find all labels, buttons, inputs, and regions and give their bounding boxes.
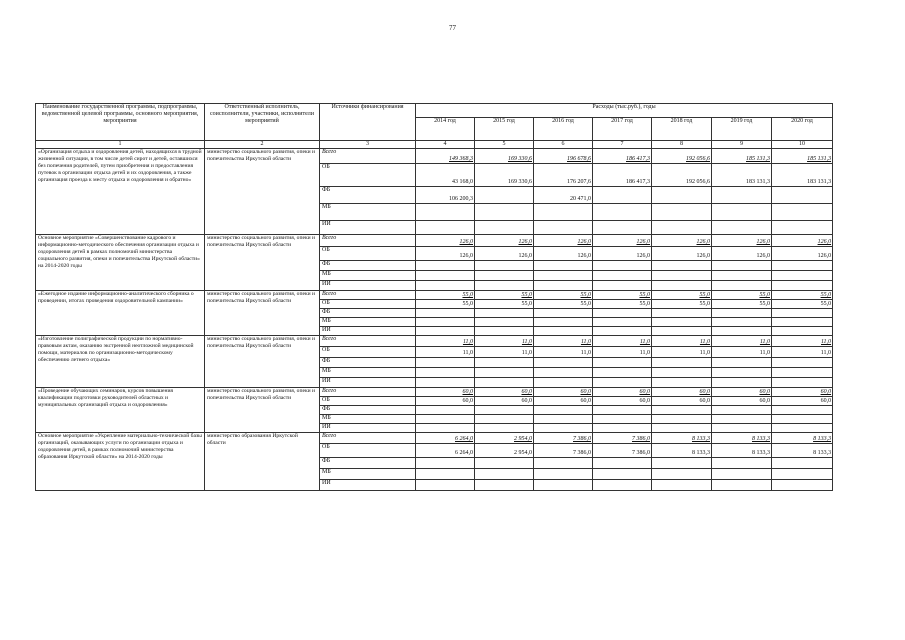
- amount-cell: 126,0: [712, 247, 772, 261]
- funding-source-cell: ФБ: [320, 309, 416, 318]
- program-section: [36, 336, 833, 388]
- amount-cell: [772, 309, 833, 318]
- amount-cell: 8 133,3: [652, 433, 712, 444]
- amount-cell: [712, 424, 772, 433]
- amount-cell: [475, 406, 534, 415]
- amount-cell: 126,0: [652, 235, 712, 247]
- funding-source-cell: ОБ: [320, 347, 416, 358]
- amount-cell: [534, 378, 593, 388]
- column-number: 5: [475, 141, 534, 149]
- amount-cell: 60,0: [712, 388, 772, 397]
- column-number: 9: [712, 141, 772, 149]
- amount-cell: [416, 261, 475, 271]
- amount-cell: [652, 458, 712, 469]
- amount-cell: [593, 318, 652, 327]
- amount-cell: 185 131,3: [712, 149, 772, 164]
- amount-cell: [712, 221, 772, 235]
- amount-cell: 55,0: [416, 300, 475, 309]
- amount-cell: 55,0: [772, 300, 833, 309]
- amount-cell: 11,0: [712, 347, 772, 358]
- amount-cell: [475, 368, 534, 378]
- amount-cell: [534, 281, 593, 291]
- amount-cell: 192 056,6: [652, 164, 712, 187]
- amount-cell: [475, 424, 534, 433]
- executor-cell: министерство социального развития, опеки и попечительства Иркутской области: [205, 388, 320, 433]
- amount-cell: 176 207,6: [534, 164, 593, 187]
- amount-cell: 185 131,3: [772, 149, 833, 164]
- amount-cell: [475, 327, 534, 336]
- amount-cell: 60,0: [416, 388, 475, 397]
- amount-cell: [593, 378, 652, 388]
- funding-source-cell: ОБ: [320, 247, 416, 261]
- amount-cell: [593, 480, 652, 491]
- amount-cell: 126,0: [534, 235, 593, 247]
- amount-cell: [534, 204, 593, 221]
- amount-cell: [534, 318, 593, 327]
- amount-cell: [652, 281, 712, 291]
- funding-source-cell: Всего: [320, 388, 416, 397]
- amount-cell: 11,0: [534, 347, 593, 358]
- amount-cell: 55,0: [652, 300, 712, 309]
- program-section: [36, 235, 833, 291]
- amount-cell: [712, 469, 772, 480]
- amount-cell: 55,0: [534, 300, 593, 309]
- amount-cell: 11,0: [772, 336, 833, 347]
- amount-cell: [712, 318, 772, 327]
- amount-cell: 7 386,0: [534, 433, 593, 444]
- amount-cell: [475, 187, 534, 204]
- amount-cell: 192 056,6: [652, 149, 712, 164]
- amount-cell: [712, 406, 772, 415]
- executor-cell: министерство образования Иркутской области: [205, 433, 320, 491]
- amount-cell: 11,0: [534, 336, 593, 347]
- header-executor: Ответственный исполнитель, соисполнители, участники, исполнители мероприятий: [205, 104, 320, 141]
- program-section: [36, 291, 833, 336]
- amount-cell: [534, 424, 593, 433]
- amount-cell: 186 417,3: [593, 149, 652, 164]
- table-row: [36, 433, 833, 444]
- amount-cell: [593, 368, 652, 378]
- amount-cell: [475, 271, 534, 281]
- program-name-cell: Основное мероприятие «Укрепление материально-технической базы организаций, оказывающих услуги по организации отдыха и оздоровления детей, в рамках полномочий министерства образования Иркутской области» на 2014-2020 годы: [36, 433, 205, 491]
- amount-cell: 8 133,3: [712, 444, 772, 458]
- funding-source-cell: Всего: [320, 433, 416, 444]
- amount-cell: 55,0: [475, 291, 534, 300]
- amount-cell: 8 133,3: [652, 444, 712, 458]
- column-number: 6: [534, 141, 593, 149]
- amount-cell: [416, 281, 475, 291]
- amount-cell: [772, 480, 833, 491]
- funding-source-cell: ОБ: [320, 444, 416, 458]
- amount-cell: [772, 406, 833, 415]
- amount-cell: 196 678,6: [534, 149, 593, 164]
- program-section: [36, 433, 833, 491]
- program-name-cell: Основное мероприятие «Совершенствование кадрового и информационно-методического обеспечения организации отдыха и оздоровления детей в рамках полномочий министерства социального развития, опеки и попечительства Иркутской области» на 2014-2020 годы: [36, 235, 205, 291]
- amount-cell: [772, 469, 833, 480]
- program-name-cell: «Изготовление полиграфической продукции по нормативно-правовым актам, оказанию экстренной неотложной медицинской помощи, материалов по организационно-методическому обеспечению летнего отдыха»: [36, 336, 205, 388]
- program-name-cell: «Ежегодное издание информационно-аналитического сборника о проведении, итогах проведения оздоровительной кампании»: [36, 291, 205, 336]
- amount-cell: [416, 406, 475, 415]
- funding-source-cell: ФБ: [320, 358, 416, 368]
- amount-cell: [534, 261, 593, 271]
- amount-cell: [416, 358, 475, 368]
- amount-cell: [416, 368, 475, 378]
- amount-cell: [712, 309, 772, 318]
- amount-cell: [534, 458, 593, 469]
- amount-cell: 55,0: [593, 291, 652, 300]
- amount-cell: 183 131,3: [772, 164, 833, 187]
- amount-cell: [652, 358, 712, 368]
- amount-cell: 60,0: [772, 388, 833, 397]
- amount-cell: [593, 327, 652, 336]
- amount-cell: [712, 368, 772, 378]
- funding-source-cell: Всего: [320, 235, 416, 247]
- header-sources: Источники финансирования: [320, 104, 416, 141]
- amount-cell: 60,0: [652, 397, 712, 406]
- amount-cell: 7 386,0: [534, 444, 593, 458]
- executor-cell: министерство социального развития, опеки и попечительства Иркутской области: [205, 235, 320, 291]
- amount-cell: [475, 480, 534, 491]
- amount-cell: [416, 378, 475, 388]
- funding-source-cell: ФБ: [320, 406, 416, 415]
- amount-cell: [475, 221, 534, 235]
- amount-cell: [593, 271, 652, 281]
- amount-cell: 55,0: [534, 291, 593, 300]
- table-row: [36, 235, 833, 247]
- amount-cell: [772, 261, 833, 271]
- amount-cell: [534, 327, 593, 336]
- amount-cell: [593, 424, 652, 433]
- funding-source-cell: МБ: [320, 368, 416, 378]
- amount-cell: [534, 309, 593, 318]
- amount-cell: 126,0: [652, 247, 712, 261]
- amount-cell: [712, 480, 772, 491]
- amount-cell: 55,0: [652, 291, 712, 300]
- amount-cell: [593, 281, 652, 291]
- column-number: 1: [36, 141, 205, 149]
- amount-cell: [652, 406, 712, 415]
- amount-cell: 60,0: [772, 397, 833, 406]
- amount-cell: 126,0: [534, 247, 593, 261]
- amount-cell: 60,0: [712, 397, 772, 406]
- program-section: [36, 149, 833, 235]
- header-year: 2015 год: [475, 118, 534, 141]
- amount-cell: 60,0: [593, 388, 652, 397]
- amount-cell: 11,0: [652, 336, 712, 347]
- table-row: [36, 149, 833, 164]
- executor-cell: министерство социального развития, опеки и попечительства Иркутской области: [205, 336, 320, 388]
- amount-cell: [475, 415, 534, 424]
- amount-cell: [475, 318, 534, 327]
- column-number: 10: [772, 141, 833, 149]
- amount-cell: [652, 221, 712, 235]
- funding-source-cell: ОБ: [320, 397, 416, 406]
- amount-cell: [712, 358, 772, 368]
- program-section: [36, 388, 833, 433]
- amount-cell: 11,0: [772, 347, 833, 358]
- table-row: [36, 336, 833, 347]
- amount-cell: [772, 368, 833, 378]
- column-number-row: [36, 141, 833, 149]
- amount-cell: 126,0: [475, 247, 534, 261]
- amount-cell: [652, 327, 712, 336]
- amount-cell: [475, 358, 534, 368]
- amount-cell: 11,0: [475, 336, 534, 347]
- amount-cell: [652, 469, 712, 480]
- amount-cell: [652, 187, 712, 204]
- table-row: [36, 291, 833, 300]
- column-number: 4: [416, 141, 475, 149]
- amount-cell: [416, 271, 475, 281]
- amount-cell: [712, 458, 772, 469]
- amount-cell: 60,0: [475, 397, 534, 406]
- amount-cell: [534, 480, 593, 491]
- header-name: Наименование государственной программы, подпрограммы, ведомственной целевой программы, основного мероприятия, мероприятия: [36, 104, 205, 141]
- header-year: 2016 год: [534, 118, 593, 141]
- amount-cell: 55,0: [475, 300, 534, 309]
- amount-cell: 126,0: [416, 235, 475, 247]
- amount-cell: 126,0: [772, 235, 833, 247]
- amount-cell: 186 417,3: [593, 164, 652, 187]
- amount-cell: [534, 221, 593, 235]
- column-number: 2: [205, 141, 320, 149]
- amount-cell: [652, 318, 712, 327]
- amount-cell: [475, 309, 534, 318]
- amount-cell: 2 954,0: [475, 433, 534, 444]
- amount-cell: [772, 187, 833, 204]
- amount-cell: [652, 261, 712, 271]
- amount-cell: [416, 480, 475, 491]
- executor-cell: министерство социального развития, опеки и попечительства Иркутской области: [205, 149, 320, 235]
- amount-cell: [712, 415, 772, 424]
- funding-source-cell: МБ: [320, 204, 416, 221]
- amount-cell: 55,0: [772, 291, 833, 300]
- amount-cell: 8 133,3: [772, 444, 833, 458]
- amount-cell: [416, 309, 475, 318]
- amount-cell: [475, 261, 534, 271]
- funding-source-cell: ИИ: [320, 480, 416, 491]
- funding-source-cell: ИИ: [320, 221, 416, 235]
- amount-cell: [772, 415, 833, 424]
- amount-cell: [593, 187, 652, 204]
- amount-cell: [416, 221, 475, 235]
- program-name-cell: «Организация отдыха и оздоровления детей, находящихся в трудной жизненной ситуации, в том числе детей сирот и детей, оставшихся без попечения родителей, путем приобретения и предоставления путевок в организации отдыха детей и их оздоровления, а также организация проезда к месту отдыха и оздоровления и обратно»: [36, 149, 205, 235]
- amount-cell: [534, 368, 593, 378]
- amount-cell: [593, 458, 652, 469]
- amount-cell: [772, 318, 833, 327]
- amount-cell: [593, 221, 652, 235]
- amount-cell: 126,0: [712, 235, 772, 247]
- amount-cell: [652, 368, 712, 378]
- amount-cell: [652, 415, 712, 424]
- amount-cell: 11,0: [652, 347, 712, 358]
- amount-cell: [416, 204, 475, 221]
- amount-cell: [772, 458, 833, 469]
- funding-source-cell: Всего: [320, 291, 416, 300]
- funding-source-cell: ИИ: [320, 327, 416, 336]
- amount-cell: [652, 204, 712, 221]
- amount-cell: 11,0: [593, 336, 652, 347]
- header-year: 2017 год: [593, 118, 652, 141]
- amount-cell: [772, 204, 833, 221]
- amount-cell: [712, 261, 772, 271]
- amount-cell: 126,0: [475, 235, 534, 247]
- amount-cell: [534, 469, 593, 480]
- amount-cell: [652, 271, 712, 281]
- amount-cell: [534, 358, 593, 368]
- amount-cell: [712, 281, 772, 291]
- amount-cell: [772, 271, 833, 281]
- amount-cell: [475, 378, 534, 388]
- amount-cell: 7 386,0: [593, 444, 652, 458]
- funding-source-cell: ФБ: [320, 458, 416, 469]
- amount-cell: 55,0: [712, 291, 772, 300]
- column-number: 7: [593, 141, 652, 149]
- amount-cell: 2 954,0: [475, 444, 534, 458]
- amount-cell: [772, 221, 833, 235]
- page-number: 77: [449, 24, 456, 32]
- amount-cell: 8 133,3: [772, 433, 833, 444]
- header-year: 2020 год: [772, 118, 833, 141]
- funding-source-cell: МБ: [320, 271, 416, 281]
- table-row: [36, 388, 833, 397]
- amount-cell: 20 471,0: [534, 187, 593, 204]
- funding-source-cell: ФБ: [320, 187, 416, 204]
- amount-cell: 8 133,3: [712, 433, 772, 444]
- program-name-cell: «Проведение обучающих семинаров, курсов повышения квалификации подготовки руководителей областных и муниципальных организаций отдыха и оздоровления»: [36, 388, 205, 433]
- amount-cell: [772, 378, 833, 388]
- amount-cell: [593, 406, 652, 415]
- amount-cell: 11,0: [712, 336, 772, 347]
- amount-cell: 11,0: [416, 336, 475, 347]
- funding-source-cell: ИИ: [320, 424, 416, 433]
- header-year: 2014 год: [416, 118, 475, 141]
- amount-cell: [416, 415, 475, 424]
- amount-cell: [593, 358, 652, 368]
- amount-cell: [416, 318, 475, 327]
- header-year: 2018 год: [652, 118, 712, 141]
- amount-cell: 126,0: [593, 235, 652, 247]
- amount-cell: 43 168,0: [416, 164, 475, 187]
- funding-source-cell: ОБ: [320, 164, 416, 187]
- funding-source-cell: ОБ: [320, 300, 416, 309]
- amount-cell: [416, 327, 475, 336]
- amount-cell: [593, 261, 652, 271]
- amount-cell: [475, 281, 534, 291]
- amount-cell: [772, 358, 833, 368]
- amount-cell: [416, 424, 475, 433]
- amount-cell: 60,0: [475, 388, 534, 397]
- budget-table: [35, 103, 833, 491]
- amount-cell: [712, 187, 772, 204]
- amount-cell: 149 368,3: [416, 149, 475, 164]
- amount-cell: 11,0: [475, 347, 534, 358]
- amount-cell: [772, 281, 833, 291]
- amount-cell: [772, 424, 833, 433]
- amount-cell: 6 264,0: [416, 433, 475, 444]
- funding-source-cell: МБ: [320, 415, 416, 424]
- amount-cell: 169 330,6: [475, 164, 534, 187]
- amount-cell: 60,0: [534, 388, 593, 397]
- amount-cell: 60,0: [652, 388, 712, 397]
- column-number: 8: [652, 141, 712, 149]
- amount-cell: [475, 469, 534, 480]
- funding-source-cell: МБ: [320, 469, 416, 480]
- funding-source-cell: ФБ: [320, 261, 416, 271]
- amount-cell: [593, 415, 652, 424]
- column-number: 3: [320, 141, 416, 149]
- amount-cell: [652, 309, 712, 318]
- amount-cell: [712, 327, 772, 336]
- executor-cell: министерство социального развития, опеки и попечительства Иркутской области: [205, 291, 320, 336]
- funding-source-cell: МБ: [320, 318, 416, 327]
- header-row-1: [36, 104, 833, 118]
- amount-cell: [652, 480, 712, 491]
- amount-cell: [652, 424, 712, 433]
- header-year: 2019 год: [712, 118, 772, 141]
- amount-cell: [712, 271, 772, 281]
- amount-cell: [712, 378, 772, 388]
- header-expenses: Расходы (тыс.руб.), годы: [416, 104, 833, 118]
- amount-cell: [593, 309, 652, 318]
- amount-cell: [593, 469, 652, 480]
- amount-cell: 183 131,3: [712, 164, 772, 187]
- amount-cell: 60,0: [534, 397, 593, 406]
- amount-cell: [772, 327, 833, 336]
- amount-cell: [416, 458, 475, 469]
- amount-cell: [534, 415, 593, 424]
- amount-cell: [475, 204, 534, 221]
- amount-cell: 60,0: [593, 397, 652, 406]
- amount-cell: 11,0: [416, 347, 475, 358]
- amount-cell: 126,0: [416, 247, 475, 261]
- amount-cell: [652, 378, 712, 388]
- amount-cell: 169 330,6: [475, 149, 534, 164]
- amount-cell: [593, 204, 652, 221]
- amount-cell: 126,0: [593, 247, 652, 261]
- funding-source-cell: ИИ: [320, 378, 416, 388]
- amount-cell: 106 200,3: [416, 187, 475, 204]
- amount-cell: [475, 458, 534, 469]
- amount-cell: 55,0: [593, 300, 652, 309]
- amount-cell: 55,0: [712, 300, 772, 309]
- amount-cell: 6 264,0: [416, 444, 475, 458]
- amount-cell: [534, 271, 593, 281]
- amount-cell: 55,0: [416, 291, 475, 300]
- funding-source-cell: Всего: [320, 149, 416, 164]
- amount-cell: 7 386,0: [593, 433, 652, 444]
- amount-cell: 11,0: [593, 347, 652, 358]
- amount-cell: 60,0: [416, 397, 475, 406]
- amount-cell: [712, 204, 772, 221]
- funding-source-cell: Всего: [320, 336, 416, 347]
- amount-cell: [416, 469, 475, 480]
- funding-source-cell: ИИ: [320, 281, 416, 291]
- amount-cell: [534, 406, 593, 415]
- amount-cell: 126,0: [772, 247, 833, 261]
